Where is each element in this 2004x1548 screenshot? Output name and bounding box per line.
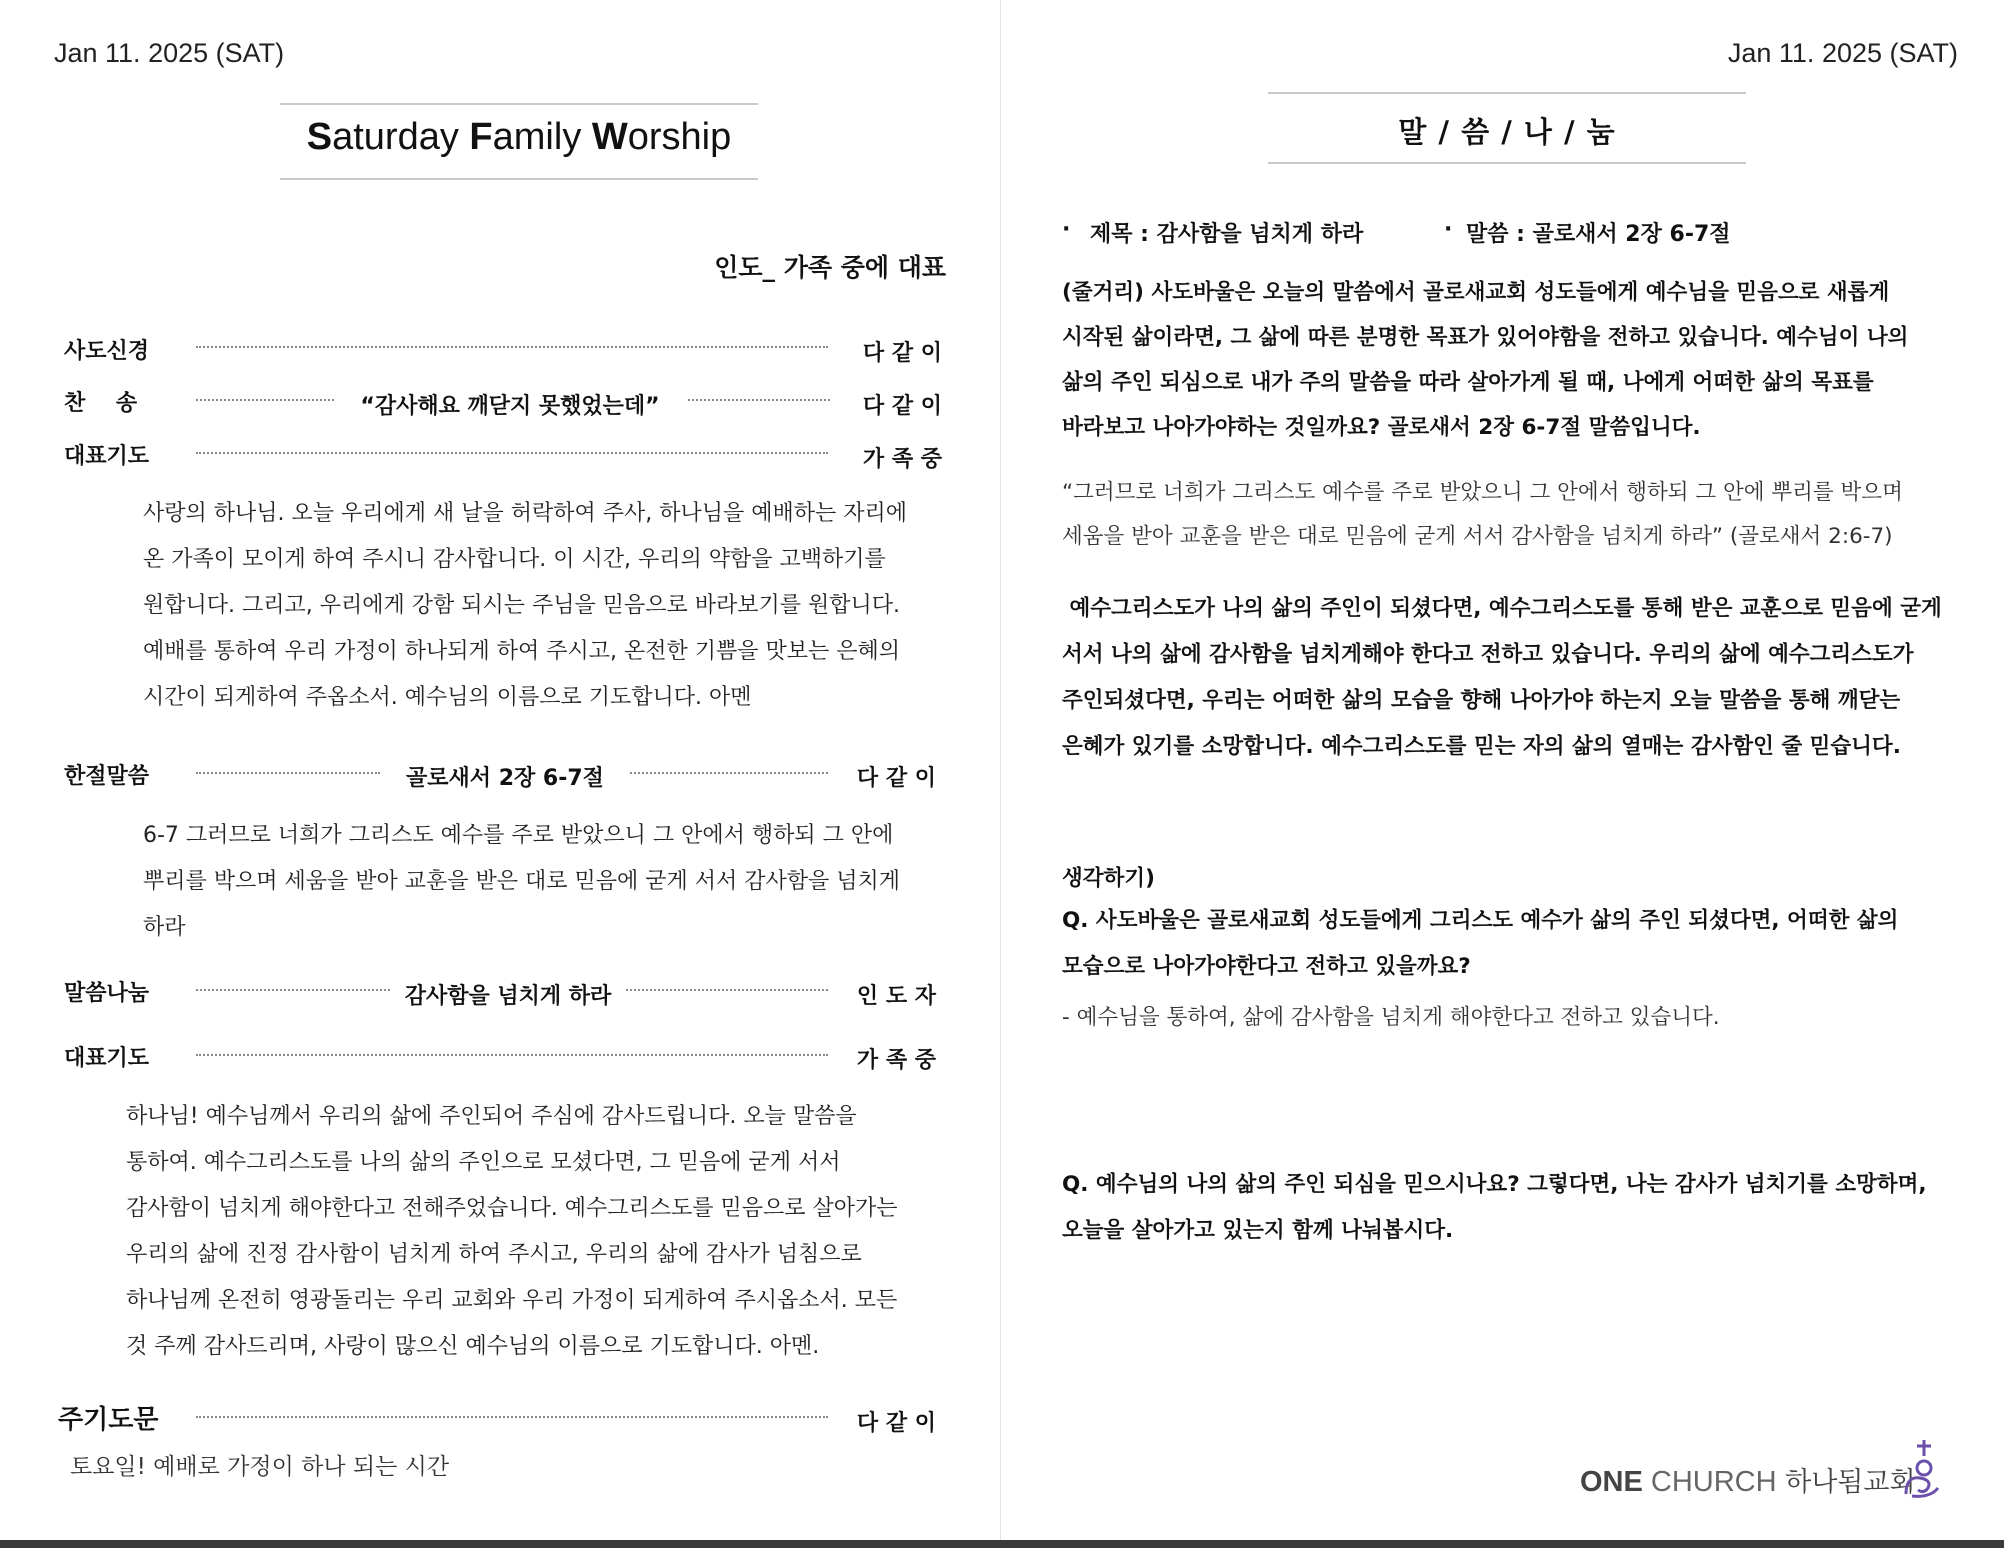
summary-text: (줄거리) 사도바울은 오늘의 말씀에서 골로새교회 성도들에게 예수님을 믿음으로 새롭게 시작된 삶이라면, 그 삶에 따른 분명한 목표가 있어야함을 전하고 있습니다. 예수님이 나의 삶의 주인 되심으로 내가 주의 말씀을 따라 살아가게 될 때, 나에게 어떠한 삶의 목표를 바라보고 나아가야하는 것일까요? 골로새서 2장 6-7절 말씀입니다. (1062, 280, 1909, 440)
hymn-title: “감사해요 깨닫지 못했었는데” (360, 394, 660, 419)
row-label-prayer: 대표기도 (64, 444, 150, 469)
row-label-hymn: 찬 송 (64, 391, 138, 416)
leader-dots (196, 1416, 828, 1418)
bottom-bar (0, 1540, 2004, 1548)
row-label-prayer-2: 대표기도 (64, 1046, 150, 1071)
date-right: Jan 11. 2025 (SAT) (1727, 38, 1958, 68)
row-right-verse: 다 같 이 (856, 766, 936, 791)
body-text: 예수그리스도가 나의 삶의 주인이 되셨다면, 예수그리스도를 통해 받은 교훈으로 믿음에 굳게 서서 나의 삶에 감사함을 넘치게해야 한다고 전하고 있습니다. 우리의 삶에 예수그리스도가 주인되셨다면, 우리는 어떠한 삶의 모습을 향해 나아가야 하는지 오늘 말씀을 통해 깨닫는 은혜가 있기를 소망합니다. 예수그리스도를 믿는 자의 삶의 열매는 감사함인 줄 믿습니다. (1062, 596, 1950, 759)
row-label-sharing: 말씀나눔 (64, 981, 150, 1006)
leader-dots (196, 1054, 828, 1056)
scripture-reference: 말씀 : 골로새서 2장 6-7절 (1466, 222, 1731, 247)
leader-dots (196, 346, 828, 348)
row-label-creed: 사도신경 (64, 339, 150, 364)
leader-line: 인도_ 가족 중에 대표 (714, 253, 946, 282)
row-right-lords-prayer: 다 같 이 (856, 1411, 936, 1436)
quote-text: “그러므로 너희가 그리스도 예수를 주로 받았으니 그 안에서 행하되 그 안에 뿌리를 박으며 세움을 받아 교훈을 받은 대로 믿음에 굳게 서서 감사함을 넘치게 하라” (골로새서 2:6-7) (1062, 480, 1903, 549)
answer-1: - 예수님을 통하여, 삶에 감사함을 넘치게 해야한다고 전하고 있습니다. (1062, 1005, 1720, 1030)
row-label-verse: 한절말씀 (64, 764, 150, 789)
title-rule-bottom (280, 178, 758, 180)
bullet-dot: · (1444, 217, 1453, 242)
leader-dots (630, 772, 828, 774)
row-right-sharing: 인 도 자 (856, 984, 936, 1009)
prayer-text-1: 사랑의 하나님. 오늘 우리에게 새 날을 허락하여 주사, 하나님을 예배하는 자리에 온 가족이 모이게 하여 주시니 감사합니다. 이 시간, 우리의 약함을 고백하기를 원합니다. 그리고, 우리에게 강함 되시는 주님을 믿음으로 바라보기를 원합니다. 예배를 통하여 우리 가정이 하나되게 하여 주시고, 온전한 기쁨을 맛보는 은혜의 시간이 되게하여 주옵소서. 예수님의 이름으로 기도합니다. 아멘 (143, 501, 907, 710)
question-2: Q. 예수님의 나의 삶의 주인 되심을 믿으시나요? 그렇다면, 나는 감사가 넘치기를 소망하며, 오늘을 살아가고 있는지 함께 나눠봅시다. (1062, 1172, 1927, 1243)
page-divider (1000, 0, 1001, 1540)
question-1: Q. 사도바울은 골로새교회 성도들에게 그리스도 예수가 삶의 주인 되셨다면, 어떠한 삶의 모습으로 나아가야한다고 전하고 있을까요? (1062, 908, 1899, 979)
prayer-text-2: 하나님! 예수님께서 우리의 삶에 주인되어 주심에 감사드립니다. 오늘 말씀을 통하여. 예수그리스도를 나의 삶의 주인으로 모셨다면, 그 믿음에 굳게 서서 감사함이 넘치게 해야한다고 전해주었습니다. 예수그리스도를 믿음으로 살아가는 우리의 삶에 진정 감사함이 넘치게 하여 주시고, 우리의 삶에 감사가 넘침으로 하나님께 온전히 영광돌리는 우리 교회와 우리 가정이 되게하여 주시옵소서. 모든 것 주께 감사드리며, 사랑이 많으신 예수님의 이름으로 기도합니다. 아멘. (126, 1104, 898, 1359)
church-logo-icon (1898, 1438, 1944, 1500)
sermon-subject: 제목 : 감사함을 넘치게 하라 (1090, 222, 1364, 247)
leader-dots (688, 399, 830, 401)
row-right-prayer-2: 가 족 중 (856, 1048, 936, 1073)
row-right-hymn: 다 같 이 (862, 394, 942, 419)
row-right-creed: 다 같 이 (862, 341, 942, 366)
sermon-title: 감사함을 넘치게 하라 (404, 984, 612, 1009)
date-left: Jan 11. 2025 (SAT) (54, 38, 285, 68)
bullet-dot: · (1062, 217, 1071, 242)
leader-dots (196, 399, 334, 401)
footer-motto: 토요일! 예배로 가정이 하나 되는 시간 (70, 1454, 450, 1480)
page-title-left: Saturday Family Worship (306, 116, 732, 158)
verse-reference: 골로새서 2장 6-7절 (406, 766, 604, 791)
row-label-lords-prayer: 주기도문 (58, 1405, 159, 1435)
leader-dots (196, 452, 828, 454)
title-rule-top-right (1268, 92, 1746, 94)
title-rule-bottom-right (1268, 162, 1746, 164)
verse-text: 6-7 그러므로 너희가 그리스도 예수를 주로 받았으니 그 안에서 행하되 그 안에 뿌리를 박으며 세움을 받아 교훈을 받은 대로 믿음에 굳게 서서 감사함을 넘치게 하라 (143, 823, 900, 940)
page-title-right: 말 / 씀 / 나 / 눔 (1398, 115, 1616, 149)
leader-dots (626, 989, 828, 991)
leader-dots (196, 989, 390, 991)
leader-dots (196, 772, 380, 774)
think-label: 생각하기) (1062, 866, 1155, 891)
church-logo-text: ONE CHURCH 하나됨교회 (1580, 1466, 1916, 1498)
row-right-prayer: 가 족 중 (862, 447, 942, 472)
title-rule-top (280, 103, 758, 105)
